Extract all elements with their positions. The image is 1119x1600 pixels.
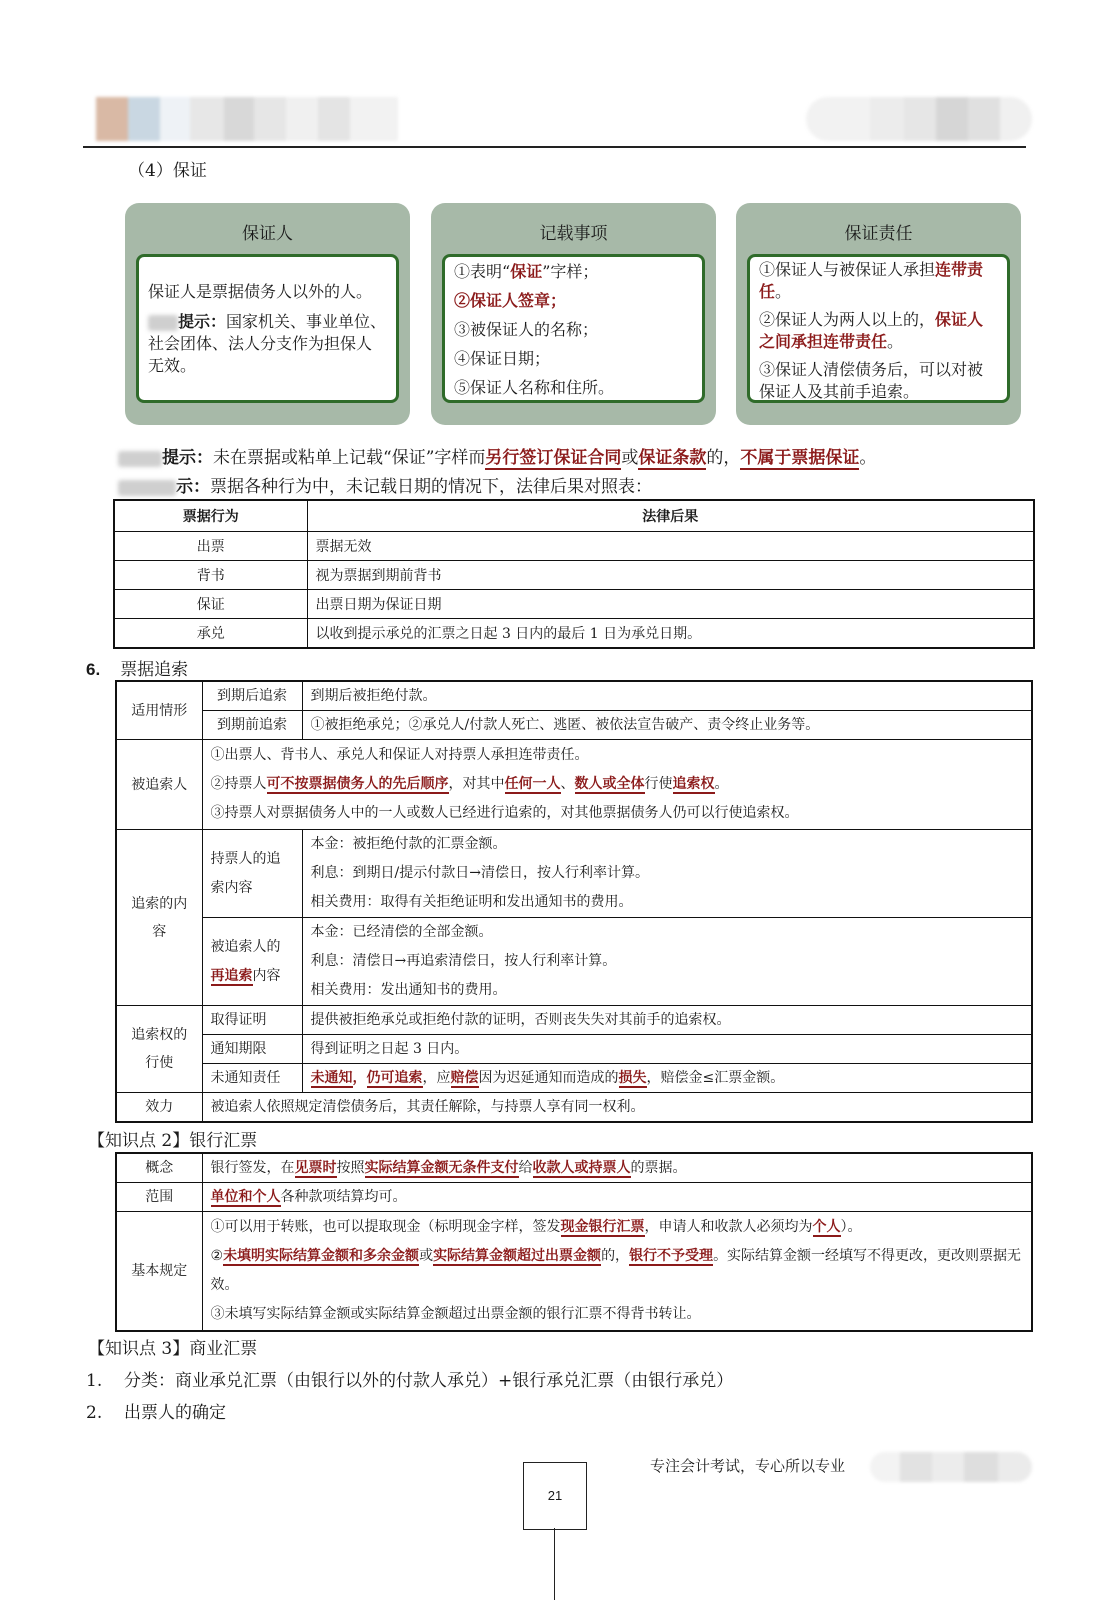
table-row [116, 1153, 1032, 1183]
cell-notice-text: 得到证明之日起 3 日内。 [302, 1035, 1032, 1064]
cell-notice: 通知期限 [202, 1035, 302, 1064]
basic-rule-3: ③未填写实际结算金额或实际结算金额超过出票金额的银行汇票不得背书转让。 [210, 1306, 701, 1322]
date-consequence-table [113, 499, 1035, 649]
liability-item-3: ③保证人清偿债务后，可以对被保证人及其前手追索。 [759, 360, 984, 401]
recorded-item-5: ⑤保证人名称和住所。 [454, 378, 615, 397]
cell-concept-text: 银行签发，在见票时按照实际结算金额无条件支付给收款人或持票人的票据。 [202, 1153, 1032, 1183]
cell-recoursee-rules [202, 740, 1032, 830]
recoursee-rule-1: ①出票人、背书人、承兑人和保证人对持票人承担连带责任。 [210, 747, 589, 763]
cell-due-after-text: 到期后被拒绝付款。 [302, 681, 1032, 711]
cell-recoursee-again-content [302, 918, 1032, 1006]
table-row [116, 1212, 1032, 1332]
cell-holder-content [302, 830, 1032, 918]
cell-act: 保证 [114, 590, 307, 619]
holder-interest: 利息：到期日/提示付款日→清偿日，按人行利率计算。 [310, 865, 649, 881]
holder-principal: 本金：被拒绝付款的汇票金额。 [310, 836, 507, 852]
recoursee-rule-2: ②持票人可不按票据债务人的先后顺序，对其中任何一人、数人或全体行使追索权。 [210, 776, 729, 792]
guarantee-liability-box-title: 保证责任 [844, 224, 913, 244]
page-number: 21 [523, 1462, 587, 1530]
cell-act: 承兑 [114, 619, 307, 649]
header-consequence: 法律后果 [307, 500, 1034, 532]
cell-due-after: 到期后追索 [202, 681, 302, 711]
footer-logo-blurred [870, 1452, 1032, 1482]
cell-consequence: 票据无效 [307, 532, 1034, 561]
recorded-item-2: ②保证人签章； [454, 291, 567, 310]
table-row [114, 532, 1034, 561]
cell-due-before: 到期前追索 [202, 711, 302, 740]
recorded-item-3: ③被保证人的名称； [454, 320, 599, 339]
cell-recoursee-again: 被追索人的再追索内容 [202, 918, 302, 1006]
cell-exercise: 追索权的行使 [116, 1006, 202, 1093]
again-fees: 相关费用：发出通知书的费用。 [310, 982, 507, 998]
tip-text: 国家机关、事业单位、社会团体、法人分支作为担保人无效。 [148, 312, 387, 375]
basic-rule-2: ②未填明实际结算金额和多余金额或实际结算金额超过出票金额的，银行不予受理。实际结算金额一经填写不得更改，更改则票据无效。 [210, 1248, 1022, 1293]
section-title-recourse: 6. 票据追索 [86, 660, 189, 680]
cell-recoursee: 被追索人 [116, 740, 202, 830]
guarantor-box-content [136, 254, 399, 403]
cell-concept: 概念 [116, 1153, 202, 1183]
cell-no-notice-text: 未通知，仍可追索，应赔偿因为迟延通知而造成的损失，赔偿金≤汇票金额。 [302, 1064, 1032, 1093]
recorded-item-4: ④保证日期； [454, 349, 551, 368]
cell-consequence: 出票日期为保证日期 [307, 590, 1034, 619]
footer-slogan: 专注会计考试，专心所以专业 [650, 1457, 846, 1475]
cell-applicable: 适用情形 [116, 681, 202, 740]
recorded-item-1: ①表明“保证”字样； [454, 262, 599, 281]
guarantee-liability-box [736, 203, 1021, 425]
guarantee-liability-content [747, 254, 1010, 403]
section-title-guarantee: （4）保证 [128, 161, 207, 181]
tip-date-table: 示：票据各种行为中，未记载日期的情况下，法律后果对照表： [118, 472, 652, 497]
cell-consequence: 以收到提示承兑的汇票之日起 3 日内的最后 1 日为承兑日期。 [307, 619, 1034, 649]
cell-proof: 取得证明 [202, 1006, 302, 1035]
basic-rule-1: ①可以用于转账，也可以提取现金（标明现金字样，签发现金银行汇票，申请人和收款人必须均为个人）。 [210, 1219, 862, 1235]
cell-effect-text: 被追索人依照规定清偿债务后，其责任解除，与持票人享有同一权利。 [202, 1093, 1032, 1123]
kp3-title: 【知识点 3】商业汇票 [88, 1339, 258, 1359]
holder-fees: 相关费用：取得有关拒绝证明和发出通知书的费用。 [310, 894, 633, 910]
table-row [116, 830, 1032, 918]
cell-scope: 范围 [116, 1183, 202, 1212]
kp2-title: 【知识点 2】银行汇票 [88, 1131, 258, 1151]
header-act: 票据行为 [114, 500, 307, 532]
recourse-table [115, 680, 1033, 1123]
list-item: 2. 出票人的确定 [86, 1403, 226, 1423]
table-row [116, 918, 1032, 1006]
table-row [116, 1183, 1032, 1212]
list-item: 1. 分类：商业承兑汇票（由银行以外的付款人承兑）+银行承兑汇票（由银行承兑） [86, 1371, 734, 1391]
blurred-tip-prefix [118, 480, 176, 496]
blurred-tip-prefix [148, 315, 178, 331]
table-row [114, 561, 1034, 590]
guarantor-box [125, 203, 410, 425]
table-header-row [114, 500, 1034, 532]
cell-due-before-text: ①被拒绝承兑；②承兑人/付款人死亡、逃匿、被依法宣告破产、责令终止业务等。 [302, 711, 1032, 740]
liability-item-2: ②保证人为两人以上的，保证人之间承担连带责任。 [759, 310, 984, 351]
recorded-items-box-title: 记载事项 [539, 224, 608, 244]
header-logo-blurred [62, 97, 418, 141]
table-row [116, 1035, 1032, 1064]
table-row [116, 711, 1032, 740]
tip-guarantee-form: 提示：未在票据或粘单上记载“保证”字样而另行签订保证合同或保证条款的，不属于票据保证。 [118, 443, 876, 468]
header-rule [83, 146, 1026, 148]
cell-basic-rules [202, 1212, 1032, 1332]
recoursee-rule-3: ③持票人对票据债务人中的一人或数人已经进行追索的，对其他票据债务人仍可以行使追索权。 [210, 805, 799, 821]
table-row [116, 1093, 1032, 1123]
tip-label: 提示： [178, 312, 227, 331]
cell-act: 出票 [114, 532, 307, 561]
table-row [116, 681, 1032, 711]
header-right-blurred [806, 97, 1032, 141]
guarantor-definition: 保证人是票据债务人以外的人。 [148, 282, 373, 301]
cell-proof-text: 提供被拒绝承兑或拒绝付款的证明，否则丧失失对其前手的追索权。 [302, 1006, 1032, 1035]
cell-consequence: 视为票据到期前背书 [307, 561, 1034, 590]
recorded-items-box [431, 203, 716, 425]
recorded-items-content [442, 254, 705, 403]
blurred-tip-prefix [118, 451, 162, 467]
cell-act: 背书 [114, 561, 307, 590]
again-principal: 本金：已经清偿的全部金额。 [310, 924, 493, 940]
again-interest: 利息：清偿日→再追索清偿日，按人行利率计算。 [310, 953, 617, 969]
cell-holder: 持票人的追索内容 [202, 830, 302, 918]
bank-draft-table [115, 1152, 1033, 1332]
cell-scope-text: 单位和个人各种款项结算均可。 [202, 1183, 1032, 1212]
cell-no-notice: 未通知责任 [202, 1064, 302, 1093]
cell-effect: 效力 [116, 1093, 202, 1123]
liability-item-1: ①保证人与被保证人承担连带责任。 [759, 260, 984, 301]
table-row [114, 619, 1034, 649]
cell-basic: 基本规定 [116, 1212, 202, 1332]
guarantor-tip [148, 311, 387, 377]
guarantor-box-title: 保证人 [242, 224, 293, 244]
table-row [114, 590, 1034, 619]
table-row [116, 1064, 1032, 1093]
table-row [116, 1006, 1032, 1035]
footer-rule [554, 1528, 555, 1600]
table-row [116, 740, 1032, 830]
cell-content: 追索的内容 [116, 830, 202, 1006]
